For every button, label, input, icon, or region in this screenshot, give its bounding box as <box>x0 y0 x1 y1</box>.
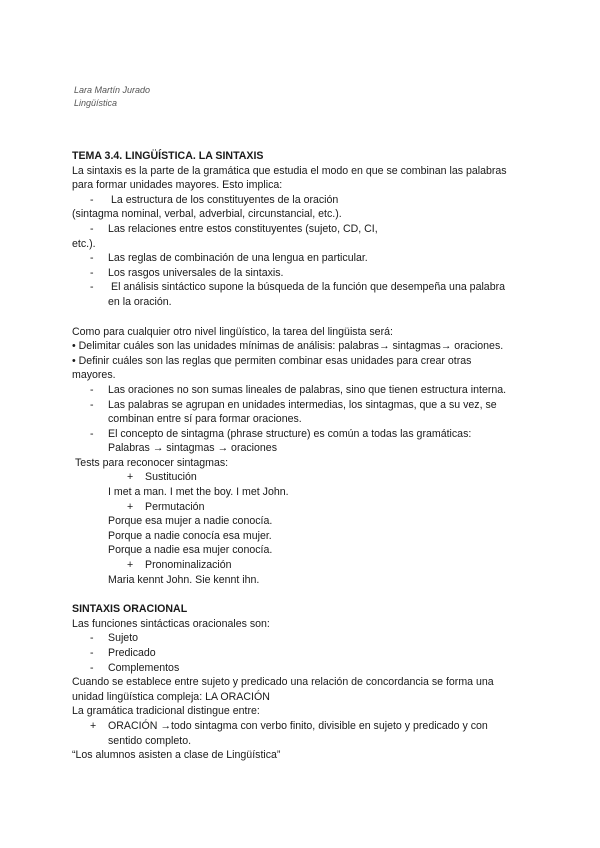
dash-marker: - <box>90 632 94 645</box>
paragraph-line: para formar unidades mayores. Esto implica: <box>72 179 283 192</box>
list-item <box>72 222 542 237</box>
plus-marker: + <box>90 719 97 732</box>
dash-marker: - <box>90 647 94 659</box>
paragraph-line: Cuando se establece entre sujeto y predicado una relación de concordancia se forma una <box>72 676 494 689</box>
list-item-continuation: Palabras → sintagmas → oraciones <box>108 442 277 455</box>
paragraph-line: Las funciones sintácticas oracionales son: <box>72 617 270 630</box>
plus-marker: + <box>127 471 134 484</box>
section-title-tema: TEMA 3.4. LINGÜÍSTICA. LA SINTAXIS <box>72 150 264 162</box>
dash-marker: - <box>90 281 94 294</box>
example-line: Maria kennt John. Sie kennt ihn. <box>108 573 260 586</box>
list-item <box>72 398 542 413</box>
section-title-sintaxis-oracional: SINTAXIS ORACIONAL <box>72 603 188 616</box>
dash-marker: - <box>90 661 94 674</box>
author-name: Lara Martín Jurado <box>74 85 151 95</box>
paragraph-line: Como para cualquier otro nivel lingüístico, la tarea del lingüista será: <box>72 325 393 338</box>
plus-marker: + <box>127 559 134 572</box>
list-item <box>72 193 542 208</box>
list-item <box>72 266 542 281</box>
list-item-text: El concepto de sintagma (phrase structure) es común a todas las gramáticas: <box>108 427 472 440</box>
list-item-text: Las reglas de combinación de una lengua en particular. <box>108 252 368 265</box>
paragraph-line: La gramática tradicional distingue entre: <box>72 705 260 718</box>
list-item-text: Las oraciones no son sumas lineales de palabras, sino que tienen estructura interna. <box>108 383 507 396</box>
test-name: Sustitución <box>145 471 197 484</box>
list-item-text: Los rasgos universales de la sintaxis. <box>108 266 284 279</box>
plus-marker: + <box>127 500 134 513</box>
example-line: I met a man. I met the boy. I met John. <box>108 486 289 499</box>
list-item <box>72 661 542 676</box>
example-line: Porque a nadie esa mujer conocía. <box>108 544 273 557</box>
paragraph-line: unidad lingüística compleja: LA ORACIÓN <box>72 690 270 703</box>
test-item <box>72 558 542 573</box>
example-line: Porque esa mujer a nadie conocía. <box>108 515 273 528</box>
list-item-text: Las relaciones entre estos constituyentes (sujeto, CD, CI, <box>108 222 378 235</box>
list-item-continuation: (sintagma nominal, verbal, adverbial, circunstancial, etc.). <box>72 208 342 221</box>
test-item <box>72 470 542 485</box>
bullet-item: • Delimitar cuáles son las unidades mínimas de análisis: palabras→ sintagmas→ oraciones. <box>72 340 504 353</box>
document-body <box>72 149 542 763</box>
list-item <box>72 251 542 266</box>
example-line: Porque a nadie conocía esa mujer. <box>108 529 272 542</box>
test-item <box>72 500 542 515</box>
example-quote: “Los alumnos asisten a clase de Lingüística” <box>72 749 281 762</box>
list-item-text: Predicado <box>108 647 156 659</box>
dash-marker: - <box>90 266 94 279</box>
list-item <box>72 280 542 295</box>
list-item-text: La estructura de los constituyentes de la oración <box>111 193 339 206</box>
list-item-text: El análisis sintáctico supone la búsqueda de la función que desempeña una palabra <box>111 281 506 294</box>
list-item-text: Complementos <box>108 661 180 674</box>
definition-text: ORACIÓN →todo sintagma con verbo finito, divisible en sujeto y predicado y con <box>108 719 488 732</box>
paragraph-line: La sintaxis es la parte de la gramática que estudia el modo en que se combinan las palabras <box>72 164 507 177</box>
dash-marker: - <box>90 398 94 411</box>
subject-name: Lingüística <box>74 98 118 108</box>
list-item <box>72 427 542 442</box>
dash-marker: - <box>90 193 94 206</box>
definition-item <box>72 719 542 734</box>
list-item-continuation: etc.). <box>72 237 96 250</box>
list-item <box>72 646 542 661</box>
definition-continuation: sentido completo. <box>108 734 192 747</box>
list-item-text: Las palabras se agrupan en unidades intermedias, los sintagmas, que a su vez, se <box>108 398 497 411</box>
dash-marker: - <box>90 222 94 235</box>
bullet-item-continuation: mayores. <box>72 369 116 382</box>
dash-marker: - <box>90 427 94 440</box>
dash-marker: - <box>90 252 94 265</box>
page-header <box>74 84 150 110</box>
bullet-item: • Definir cuáles son las reglas que permiten combinar esas unidades para crear otras <box>72 354 472 367</box>
tests-label: Tests para reconocer sintagmas: <box>75 456 229 469</box>
list-item-continuation: en la oración. <box>108 295 172 308</box>
list-item <box>72 383 542 398</box>
test-name: Pronominalización <box>145 559 232 572</box>
list-item <box>72 631 542 646</box>
list-item-continuation: combinan entre sí para formar oraciones. <box>108 413 302 426</box>
list-item-text: Sujeto <box>108 632 139 645</box>
test-name: Permutación <box>145 500 205 513</box>
dash-marker: - <box>90 383 94 396</box>
